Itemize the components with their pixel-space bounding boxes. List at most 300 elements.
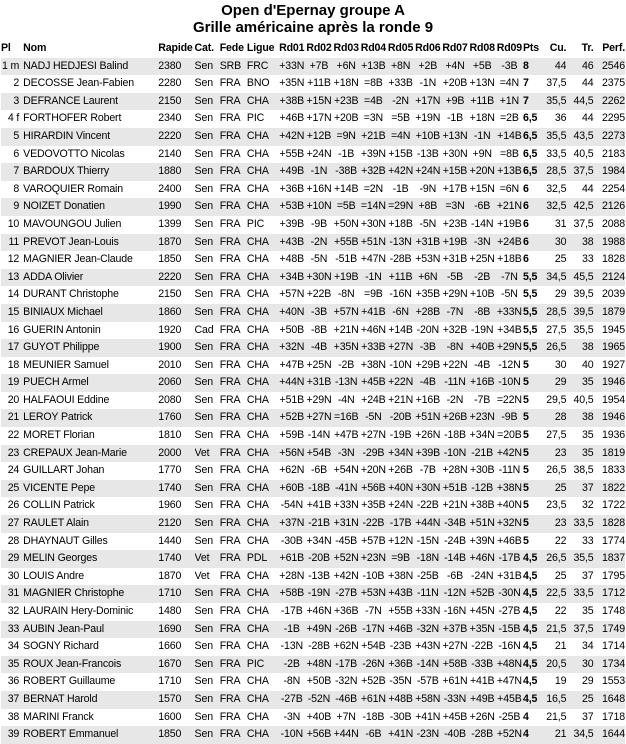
cell-rd06: +35B xyxy=(415,288,440,301)
cell-rd05: +33B xyxy=(388,77,413,90)
cell-rd06: -13B xyxy=(416,147,439,160)
cell-rd02: -28B xyxy=(308,640,330,653)
cell-ligue: PDL xyxy=(246,552,268,565)
table-row xyxy=(1,339,625,357)
table-row xyxy=(1,216,625,234)
cell-rd07: +28N xyxy=(442,464,468,477)
cell-rd03: =9N xyxy=(336,129,356,142)
cell-tr: 37,5 xyxy=(573,217,594,230)
cell-nom: DHAYNAUT Gilles xyxy=(23,534,108,547)
cell-pl: 18 xyxy=(7,358,20,371)
cell-fede: FRA xyxy=(219,517,241,530)
cell-ligue: PIC xyxy=(246,217,265,230)
table-row xyxy=(1,409,625,427)
cell-rd09: +42N xyxy=(496,446,522,459)
cell-ligue: CHA xyxy=(246,675,269,688)
cell-rd01: +44N xyxy=(279,376,305,389)
cell-ligue: BNO xyxy=(246,77,270,90)
cell-rd05: =29N xyxy=(388,200,414,213)
cell-tr: 33,5 xyxy=(573,517,594,530)
cell-rd03: -8N xyxy=(337,288,355,301)
cell-rd06: -9N xyxy=(419,182,437,195)
cell-rd09: +46B xyxy=(497,534,522,547)
cell-perf: 1722 xyxy=(602,499,625,512)
cell-rd06: -1N xyxy=(419,77,437,90)
cell-cat: Sen xyxy=(194,341,213,354)
cell-rd02: +15N xyxy=(306,94,332,107)
cell-nom: LEROY Patrick xyxy=(23,411,93,424)
cell-ligue: CHA xyxy=(246,129,269,142)
cell-fede: FRA xyxy=(219,411,241,424)
cell-rd08: -14N xyxy=(471,217,494,230)
cell-rd09: +13B xyxy=(497,165,522,178)
cell-nom: PUECH Armel xyxy=(23,376,89,389)
cell-ligue: CHA xyxy=(246,305,269,318)
cell-pts: 4,5 xyxy=(523,552,538,565)
cell-nom: MEUNIER Samuel xyxy=(23,358,109,371)
cell-rd07: -1B xyxy=(446,112,464,125)
cell-pts: 4,5 xyxy=(523,587,538,600)
cell-rd05: +36B xyxy=(388,657,413,670)
cell-fede: FRA xyxy=(219,710,241,723)
cell-nom: MAGNIER Jean-Claude xyxy=(23,253,133,266)
cell-ligue: CHA xyxy=(246,517,269,530)
cell-cu: 25 xyxy=(554,481,567,494)
cell-rd07: -40B xyxy=(444,728,466,741)
cell-rd01: -10N xyxy=(280,728,303,741)
cell-pts: 5 xyxy=(523,411,529,424)
cell-rd07: +37B xyxy=(442,622,468,635)
cell-rd07: +45B xyxy=(442,710,468,723)
cell-tr: 35 xyxy=(582,446,594,459)
cell-rd09: -17B xyxy=(498,552,521,565)
cell-perf: 2088 xyxy=(602,217,625,230)
cell-rd04: -7N xyxy=(365,605,382,617)
cell-rd02: +22B xyxy=(306,288,332,301)
cell-pts: 7 xyxy=(523,77,529,90)
cell-pts: 6,5 xyxy=(523,165,538,178)
cell-perf: 1954 xyxy=(602,393,625,406)
cell-rd08: +23N xyxy=(469,411,495,424)
cell-rd01: +58B xyxy=(279,587,304,600)
cell-nom: LOUIS Andre xyxy=(23,569,84,582)
table-row xyxy=(1,638,625,656)
cell-pts: 5 xyxy=(523,446,529,459)
cell-cat: Sen xyxy=(194,288,213,301)
table-row xyxy=(1,550,625,568)
cell-pl: 2 xyxy=(13,77,20,90)
cell-rd04: +20N xyxy=(360,464,386,477)
cell-pl: 9 xyxy=(13,200,20,213)
cell-nom: DURANT Christophe xyxy=(23,288,119,301)
table-row xyxy=(1,234,625,252)
cell-rd09: +48N xyxy=(496,657,522,670)
cell-tr: 32 xyxy=(582,499,594,512)
cell-rd03: +6N xyxy=(336,59,356,72)
cell-pl: 31 xyxy=(7,587,20,600)
cell-rd09: -10N xyxy=(498,376,521,389)
table-row xyxy=(1,93,625,111)
cell-rd05: =5B xyxy=(391,112,410,125)
cell-tr: 35 xyxy=(582,376,594,389)
cell-rd05: +12N xyxy=(388,534,414,547)
cell-perf: 1984 xyxy=(602,165,625,178)
cell-rd09: +40N xyxy=(496,499,522,512)
cell-tr: 33 xyxy=(582,534,594,547)
cell-rd07: -14B xyxy=(444,552,466,565)
cell-ligue: CHA xyxy=(246,253,269,266)
cell-cu: 37,5 xyxy=(546,77,567,90)
cell-fede: FRA xyxy=(219,323,241,336)
cell-perf: 1748 xyxy=(602,605,625,617)
cell-rd06: +53N xyxy=(415,253,441,266)
cell-ligue: CHA xyxy=(246,393,269,406)
cell-rd06: +51N xyxy=(415,411,441,424)
cell-rd04: +47N xyxy=(360,253,386,266)
cell-rd02: -2N xyxy=(310,235,328,248)
cell-rd03: +36B xyxy=(333,605,359,617)
cell-rd01: +52B xyxy=(279,411,304,424)
cell-rd03: +7N xyxy=(336,710,356,723)
cell-rd06: +44N xyxy=(415,517,441,530)
table-row xyxy=(1,198,625,216)
cell-fede: FRA xyxy=(219,112,241,125)
header-rd02: Rd02 xyxy=(306,42,332,54)
cell-rd09: +32N xyxy=(496,517,522,530)
cell-rd09: -7N xyxy=(501,270,518,283)
cell-rd03: -45B xyxy=(335,534,358,547)
table-row xyxy=(1,128,625,146)
cell-cu: 27,5 xyxy=(546,323,567,336)
cell-rd06: +31B xyxy=(415,235,440,248)
cell-rd07: -6B xyxy=(446,569,464,582)
cell-rd01: +61B xyxy=(279,552,304,565)
cell-fede: FRA xyxy=(219,534,241,547)
cell-cat: Sen xyxy=(194,235,213,248)
cell-rd09: =6N xyxy=(499,182,520,195)
cell-rd05: -10N xyxy=(389,358,412,371)
cell-rd02: +16N xyxy=(306,182,332,195)
table-row xyxy=(1,621,625,639)
cell-rd08: +20N xyxy=(469,165,495,178)
cell-rd02: +27N xyxy=(306,411,332,424)
cell-pl: 25 xyxy=(7,481,20,494)
cell-cu: 16,5 xyxy=(546,692,567,705)
cell-tr: 30 xyxy=(582,657,594,670)
cell-nom: MARINI Franck xyxy=(23,710,94,723)
table-row xyxy=(1,673,625,691)
cell-rapide: 2400 xyxy=(158,182,182,195)
cell-rd07: +9B xyxy=(445,94,465,107)
cell-rapide: 1850 xyxy=(158,253,182,266)
cell-rd02: -3B xyxy=(310,305,327,318)
cell-fede: FRA xyxy=(219,288,241,301)
cell-rd03: -32N xyxy=(334,675,358,688)
cell-perf: 1936 xyxy=(602,429,625,442)
header-perf: Perf. xyxy=(602,42,625,54)
cell-cu: 25 xyxy=(554,569,567,582)
header-cu: Cu. xyxy=(549,42,567,54)
cell-ligue: CHA xyxy=(246,446,269,459)
cell-rd07: -7N xyxy=(446,305,464,318)
cell-rd07: +19B xyxy=(442,235,468,248)
cell-cu: 26,5 xyxy=(546,552,567,565)
cell-cat: Sen xyxy=(194,429,213,442)
cell-rd04: +53N xyxy=(360,587,386,600)
cell-rd06: -11N xyxy=(417,587,439,600)
cell-perf: 1644 xyxy=(602,728,625,741)
cell-pl: 39 xyxy=(7,728,20,741)
cell-ligue: CHA xyxy=(246,358,269,371)
cell-cu: 21,5 xyxy=(546,710,567,723)
header-rapide: Rapide xyxy=(158,42,193,54)
cell-rd03: =5B xyxy=(336,200,356,213)
cell-pl: 26 xyxy=(7,499,20,512)
cell-rd09: =22N xyxy=(496,393,522,406)
table-row xyxy=(1,445,625,463)
cell-cu: 19 xyxy=(554,675,567,688)
cell-rd05: +26B xyxy=(388,464,413,477)
cell-rd04: +57B xyxy=(361,534,386,547)
cell-cat: Sen xyxy=(194,692,213,705)
table-row xyxy=(1,269,625,287)
cell-rd01: +62N xyxy=(279,464,305,477)
cell-rd08: +49B xyxy=(469,692,495,705)
cell-rd02: -14N xyxy=(307,429,331,442)
cell-fede: FRA xyxy=(219,499,241,512)
table-row xyxy=(1,533,625,551)
cell-rd01: -2B xyxy=(283,657,300,670)
cell-rd08: +30B xyxy=(469,464,495,477)
header-rd08: Rd08 xyxy=(469,42,495,54)
cell-tr: 38 xyxy=(582,341,594,354)
cell-nom: PREVOT Jean-Louis xyxy=(23,235,119,248)
cell-rapide: 1850 xyxy=(158,728,182,741)
cell-nom: NADJ HEDJESI Balind xyxy=(23,59,129,72)
cell-cat: Sen xyxy=(194,534,213,547)
cell-rd05: -6N xyxy=(392,305,409,318)
cell-rd05: +11B xyxy=(388,270,413,283)
cell-perf: 1828 xyxy=(602,253,625,266)
cell-rd08: +38B xyxy=(469,499,495,512)
cell-rd05: +14B xyxy=(388,323,413,336)
cell-ligue: CHA xyxy=(246,270,269,283)
cell-pts: 4 xyxy=(523,728,529,741)
cell-rd03: +42N xyxy=(333,569,359,582)
cell-pl: 4 f xyxy=(7,112,20,125)
cell-perf: 2183 xyxy=(602,147,625,160)
cell-rd01: +48B xyxy=(279,253,304,266)
cell-rd09: +45B xyxy=(497,692,522,705)
cell-rd05: -19B xyxy=(389,429,412,442)
cell-fede: FRA xyxy=(219,605,241,617)
cell-ligue: CHA xyxy=(246,587,269,600)
cell-rd02: -18B xyxy=(308,481,330,494)
cell-rd01: -13N xyxy=(280,640,303,653)
cell-rd08: +52B xyxy=(469,587,495,600)
cell-perf: 2375 xyxy=(602,77,625,90)
cell-rd04: -22B xyxy=(362,517,385,530)
cell-tr: 29 xyxy=(582,675,594,688)
cell-pl: 7 xyxy=(13,165,20,178)
cell-pts: 6 xyxy=(523,182,529,195)
cell-rd06: -5N xyxy=(419,217,437,230)
cell-rd04: +33B xyxy=(361,341,386,354)
cell-tr: 43,5 xyxy=(573,129,594,142)
cell-rd05: +18B xyxy=(388,217,413,230)
cell-rd09: +1N xyxy=(499,94,520,107)
cell-cat: Sen xyxy=(194,112,213,125)
cell-nom: DECOSSE Jean-Fabien xyxy=(23,77,134,90)
cell-cu: 32,5 xyxy=(546,182,567,195)
cell-rd04: +24B xyxy=(361,393,386,406)
cell-rd08: -2B xyxy=(474,270,491,283)
cell-rd09: =2B xyxy=(500,112,519,125)
cell-rd07: +15B xyxy=(442,165,468,178)
cell-perf: 1946 xyxy=(602,376,625,389)
cell-rapide: 1960 xyxy=(158,499,182,512)
cell-rd06: +26N xyxy=(415,429,441,442)
cell-perf: 1988 xyxy=(602,235,625,248)
cell-ligue: CHA xyxy=(246,411,269,424)
cell-rd05: -1B xyxy=(392,182,409,195)
cell-rd01: -27B xyxy=(280,692,303,705)
cell-pts: 4,5 xyxy=(523,622,538,635)
cell-rd08: +45N xyxy=(469,605,495,617)
cell-perf: 2262 xyxy=(602,94,625,107)
cell-rd05: +41N xyxy=(388,728,414,741)
cell-rd01: +40N xyxy=(279,305,305,318)
cell-nom: VICENTE Pepe xyxy=(23,481,95,494)
cell-fede: FRA xyxy=(219,640,241,653)
cell-rd08: -6B xyxy=(474,200,491,213)
cell-rd03: -4N xyxy=(337,393,355,406)
cell-rd05: +43B xyxy=(388,587,413,600)
cell-rd03: -2B xyxy=(338,358,355,371)
cell-rd08: +51N xyxy=(469,517,495,530)
cell-rd03: +35N xyxy=(333,341,359,354)
cell-rd01: -8N xyxy=(283,675,301,688)
cell-rapide: 1740 xyxy=(158,552,182,565)
cell-fede: FRA xyxy=(219,728,241,741)
cell-rd05: =9B xyxy=(391,552,410,565)
cell-tr: 44 xyxy=(582,77,594,90)
cell-rd08: -4B xyxy=(474,358,491,371)
cell-rd05: -16N xyxy=(389,288,412,301)
cell-pl: 21 xyxy=(7,411,20,424)
cell-rd09: -30N xyxy=(498,587,521,600)
cell-rd09: +52N xyxy=(496,728,522,741)
cell-rapide: 1880 xyxy=(158,165,182,178)
cell-cat: Sen xyxy=(194,587,213,600)
cell-rd07: -10N xyxy=(443,446,467,459)
cell-rd08: +25N xyxy=(469,253,495,266)
cell-cu: 21,5 xyxy=(546,622,567,635)
cell-tr: 34,5 xyxy=(573,728,594,741)
table-row xyxy=(1,497,625,515)
cell-rd07: +23B xyxy=(442,217,468,230)
cell-rapide: 1810 xyxy=(158,429,182,442)
results-table xyxy=(1,40,625,744)
cell-cat: Vet xyxy=(194,569,210,582)
cell-rd03: +50N xyxy=(333,217,359,230)
cell-rd01: -3N xyxy=(283,710,301,723)
cell-nom: HALFAOUI Eddine xyxy=(23,393,110,406)
cell-cu: 28,5 xyxy=(546,305,567,318)
cell-rd01: +55B xyxy=(279,147,304,160)
cell-cu: 26,5 xyxy=(546,341,567,354)
cell-pts: 6 xyxy=(523,217,529,230)
cell-rapide: 1870 xyxy=(158,235,182,248)
table-row xyxy=(1,392,625,410)
cell-rd01: +43B xyxy=(279,235,304,248)
cell-tr: 37,5 xyxy=(573,165,594,178)
cell-pts: 4,5 xyxy=(523,692,538,705)
cell-rd01: -17B xyxy=(280,605,303,617)
cell-cat: Sen xyxy=(194,499,213,512)
cell-tr: 38,5 xyxy=(573,464,594,477)
cell-rd06: -4B xyxy=(419,376,436,389)
cell-rd04: -1N xyxy=(365,270,382,283)
cell-rd04: +39N xyxy=(360,147,386,160)
cell-nom: MAGNIER Christophe xyxy=(23,587,125,600)
cell-rd06: +28B xyxy=(415,305,440,318)
cell-rd05: +40N xyxy=(388,481,414,494)
cell-nom: ROBERT Guillaume xyxy=(23,675,116,688)
cell-rd04: =2N xyxy=(363,182,384,195)
cell-rd02: +34N xyxy=(306,534,332,547)
cell-cu: 23 xyxy=(554,517,567,530)
cell-rd07: +4N xyxy=(445,59,465,72)
cell-nom: VEDOVOTTO Nicolas xyxy=(23,147,125,160)
cell-rd05: -20B xyxy=(389,411,412,424)
cell-tr: 34 xyxy=(582,640,594,653)
cell-rd01: +37N xyxy=(279,517,305,530)
cell-rd06: +39B xyxy=(415,446,440,459)
cell-nom: ROBERT Emmanuel xyxy=(23,728,119,741)
cell-ligue: CHA xyxy=(246,200,269,213)
cell-rd03: +21N xyxy=(333,323,359,336)
cell-ligue: CHA xyxy=(246,481,269,494)
cell-rd02: -20B xyxy=(308,552,330,565)
cell-rd03: -27B xyxy=(335,587,358,600)
cell-pl: 3 xyxy=(13,94,20,107)
cell-rd04: +41B xyxy=(361,305,386,318)
cell-cu: 30 xyxy=(554,235,567,248)
cell-ligue: CHA xyxy=(246,147,269,160)
cell-rd01: +32N xyxy=(279,341,305,354)
cell-rd07: +61N xyxy=(442,675,468,688)
cell-rd07: -18B xyxy=(444,429,466,442)
cell-ligue: CHA xyxy=(246,569,269,582)
cell-rd03: -38B xyxy=(335,165,358,178)
cell-cu: 32,5 xyxy=(546,200,567,213)
cell-cat: Sen xyxy=(194,165,213,178)
cell-fede: SRB xyxy=(219,59,242,72)
cell-rd08: -24N xyxy=(471,569,494,582)
cell-rd03: +14B xyxy=(333,182,359,195)
header-fede: Fede xyxy=(219,42,244,54)
cell-pts: 6,5 xyxy=(523,129,538,142)
cell-perf: 1946 xyxy=(602,411,625,424)
cell-rd04: +38N xyxy=(360,358,386,371)
cell-rd06: -3B xyxy=(419,341,436,354)
cell-rapide: 2220 xyxy=(158,129,182,142)
cell-rd07: -5B xyxy=(446,270,464,283)
cell-rd09: +47N xyxy=(496,675,522,688)
cell-pl: 24 xyxy=(7,464,20,477)
cell-rd01: +51B xyxy=(279,393,304,406)
